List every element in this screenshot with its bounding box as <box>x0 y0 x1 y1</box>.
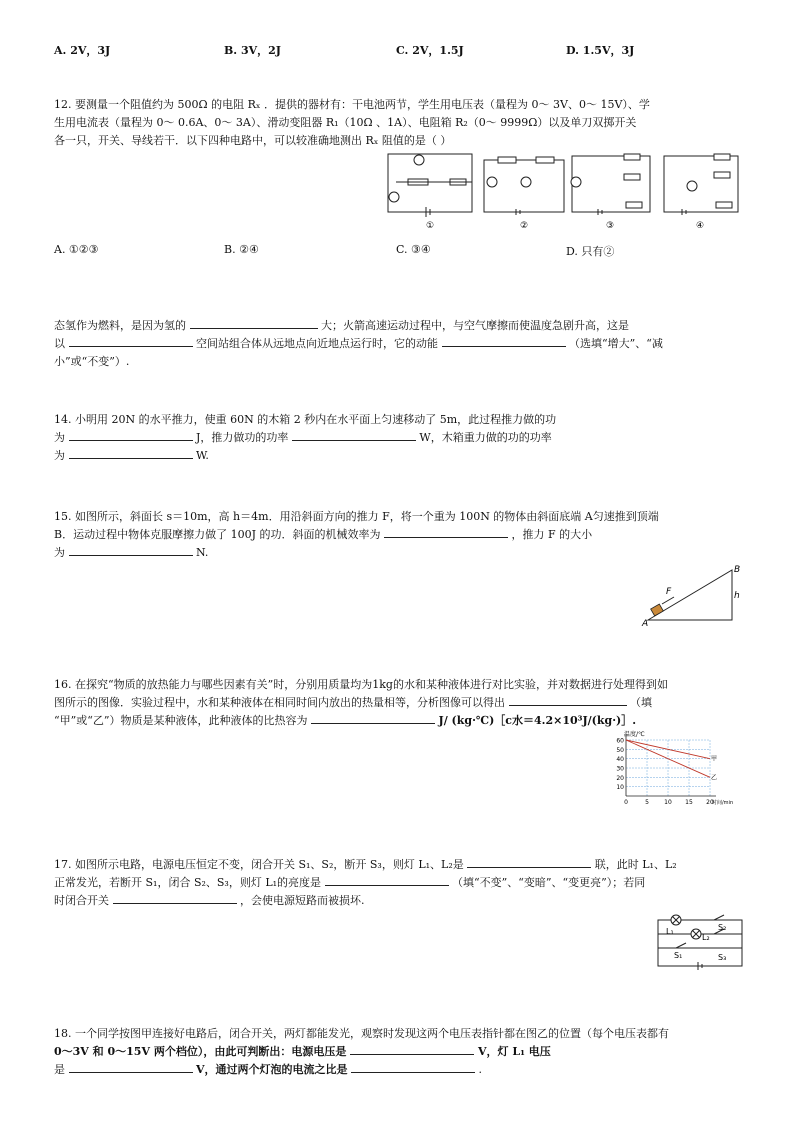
x-axis-label: 时间/min <box>712 800 734 806</box>
q16-line2: 图所示的图像．实验过程中，水和某种液体在相同时间内放出的热量相等，分析图像可以得出 （填 <box>54 696 652 709</box>
q18-blank-3[interactable] <box>351 1061 475 1073</box>
y-tick-label: 10 <box>616 784 624 792</box>
q14-blank-2[interactable] <box>292 429 416 441</box>
q13-line2: 态氢作为燃料，是因为氢的 大；火箭高速运动过程中，与空气摩擦而使温度急剧升高，这是 <box>54 319 629 332</box>
q18-blank-1[interactable] <box>350 1043 474 1055</box>
q17-line1: 17. 如图所示电路，电源电压恒定不变，闭合开关 S₁、S₂，断开 S₃，则灯 L₁、L₂是 联，此时 L₁、L₂ <box>54 858 677 871</box>
q11-option-d: D. 1.5V，3J <box>566 44 635 57</box>
y-tick-label: 40 <box>616 756 624 764</box>
y-tick-label: 50 <box>616 746 624 754</box>
q17-blank-1[interactable] <box>467 856 591 868</box>
q11-option-b: B. 3V，2J <box>224 44 282 57</box>
q15-blank-1[interactable] <box>384 526 508 538</box>
incline-figure <box>640 562 744 628</box>
q13-blank-3[interactable] <box>442 335 566 347</box>
label-l2: L₂ <box>702 933 710 942</box>
series-label-1: 甲 <box>711 755 718 763</box>
incline-label-f: F <box>666 587 672 597</box>
q18-line2: 0～3V 和 0～15V 两个档位），由此可判断出：电源电压是 V，灯 L₁ 电压 <box>54 1045 551 1058</box>
q18-blank-2[interactable] <box>69 1061 193 1073</box>
x-tick-label: 15 <box>685 799 693 806</box>
block-icon <box>651 604 664 616</box>
q14-blank-3[interactable] <box>69 447 193 459</box>
q13-blank-1[interactable] <box>190 317 318 329</box>
x-tick-label: 20 <box>706 799 714 806</box>
q14-blank-1[interactable] <box>69 429 193 441</box>
q13-line3: 以 空间站组合体从远地点向近地点运行时，它的动能 （选填“增大”、“减 <box>54 337 663 350</box>
label-l1: L₁ <box>666 927 674 936</box>
incline-label-a: A <box>642 619 649 628</box>
q15-line3: 为 N. <box>54 546 209 559</box>
y-tick-label: 60 <box>616 737 624 745</box>
y-tick-label: 30 <box>616 765 624 773</box>
q13-line4: 小”或“不变”）. <box>54 355 130 368</box>
q12-line2: 生用电流表（量程为 0～ 0.6A、0～ 3A）、滑动变阻器 R₁（10Ω 、1A）、电阻箱 R₂（0～ 9999Ω）以及单刀双掷开关 <box>54 116 637 129</box>
q12-line1: 12. 要测量一个阻值约为 500Ω 的电阻 Rₓ ．提供的器材有：干电池两节，学生用电压表（量程为 0～ 3V、0～ 15V）、学 <box>54 98 650 111</box>
y-tick-label: 20 <box>616 774 624 782</box>
label-s3: S₃ <box>718 953 727 962</box>
q18-line3: 是 V，通过两个灯泡的电流之比是 . <box>54 1063 483 1076</box>
q16-line1: 16. 在探究“物质的放热能力与哪些因素有关”时，分别用质量均为1kg的水和某种液体进行对比实验，并对数据进行处理得到如 <box>54 678 668 691</box>
q12-line3: 各一只，开关、导线若干．以下四种电路中，可以较准确地测出 Rₓ 阻值的是（ ） <box>54 134 452 147</box>
q18-line1: 18. 一个同学按图甲连接好电路后，闭合开关，两灯都能发光，观察时发现这两个电压表指针都在图乙的位置（每个电压表都有 <box>54 1027 669 1040</box>
q13-blank-2[interactable] <box>69 335 193 347</box>
q15-line1: 15. 如图所示，斜面长 s＝10m，高 h＝4m．用沿斜面方向的推力 F，将一个重为 100N 的物体由斜面底端 A匀速推到顶端 <box>54 510 659 523</box>
q17-blank-3[interactable] <box>113 892 237 904</box>
circuit-label-1: ① <box>426 221 435 231</box>
q14-line2: 为 J，推力做功的功率 W，木箱重力做的功的功率 <box>54 431 552 444</box>
incline-label-b: B <box>734 565 741 575</box>
label-s2: S₂ <box>718 923 727 932</box>
q17-circuit-figure <box>654 910 748 972</box>
q11-option-a: A. 2V，3J <box>54 44 111 57</box>
circuit-label-2: ② <box>520 221 529 231</box>
x-tick-label: 5 <box>645 799 649 806</box>
q16-blank-1[interactable] <box>509 694 627 706</box>
label-s1: S₁ <box>674 951 683 960</box>
q15-line2: B．运动过程中物体克服摩擦力做了 100J 的功．斜面的机械效率为 ，推力 F 的大小 <box>54 528 593 541</box>
incline-label-h: h <box>734 591 740 601</box>
q11-option-c: C. 2V，1.5J <box>396 44 464 57</box>
q16-line3: “甲”或“乙”）物质是某种液体，此种液体的比热容为 J/ (kg·℃)［c水＝4.2×10³J/(kg·)］. <box>54 714 637 727</box>
circuit-label-4: ④ <box>696 221 705 231</box>
series-label-2: 乙 <box>711 774 718 782</box>
q15-blank-2[interactable] <box>69 544 193 556</box>
q12-option-a: A. ①②③ <box>54 243 99 256</box>
q12-option-d: D. 只有② <box>566 245 615 258</box>
y-axis-label: 温度/℃ <box>624 731 645 738</box>
circuit-label-3: ③ <box>606 221 615 231</box>
temperature-time-chart <box>614 730 744 812</box>
q17-blank-2[interactable] <box>325 874 449 886</box>
q14-line1: 14. 小明用 20N 的水平推力，使重 60N 的木箱 2 秒内在水平面上匀速移动了 5m，此过程推力做的功 <box>54 413 557 426</box>
x-tick-label: 0 <box>624 799 628 806</box>
q16-blank-2[interactable] <box>311 712 435 724</box>
x-tick-label: 10 <box>664 799 672 806</box>
q14-line3: 为 W. <box>54 449 209 462</box>
q17-line2: 正常发光，若断开 S₁，闭合 S₂、S₃，则灯 L₁的亮度是 （填“不变”、“变暗”、“变更亮”）；若同 <box>54 876 646 889</box>
q17-line3: 时闭合开关 ，会使电源短路而被损坏. <box>54 894 365 907</box>
q12-circuit-figures <box>386 152 742 232</box>
q12-option-c: C. ③④ <box>396 243 431 256</box>
q12-option-b: B. ②④ <box>224 243 259 256</box>
